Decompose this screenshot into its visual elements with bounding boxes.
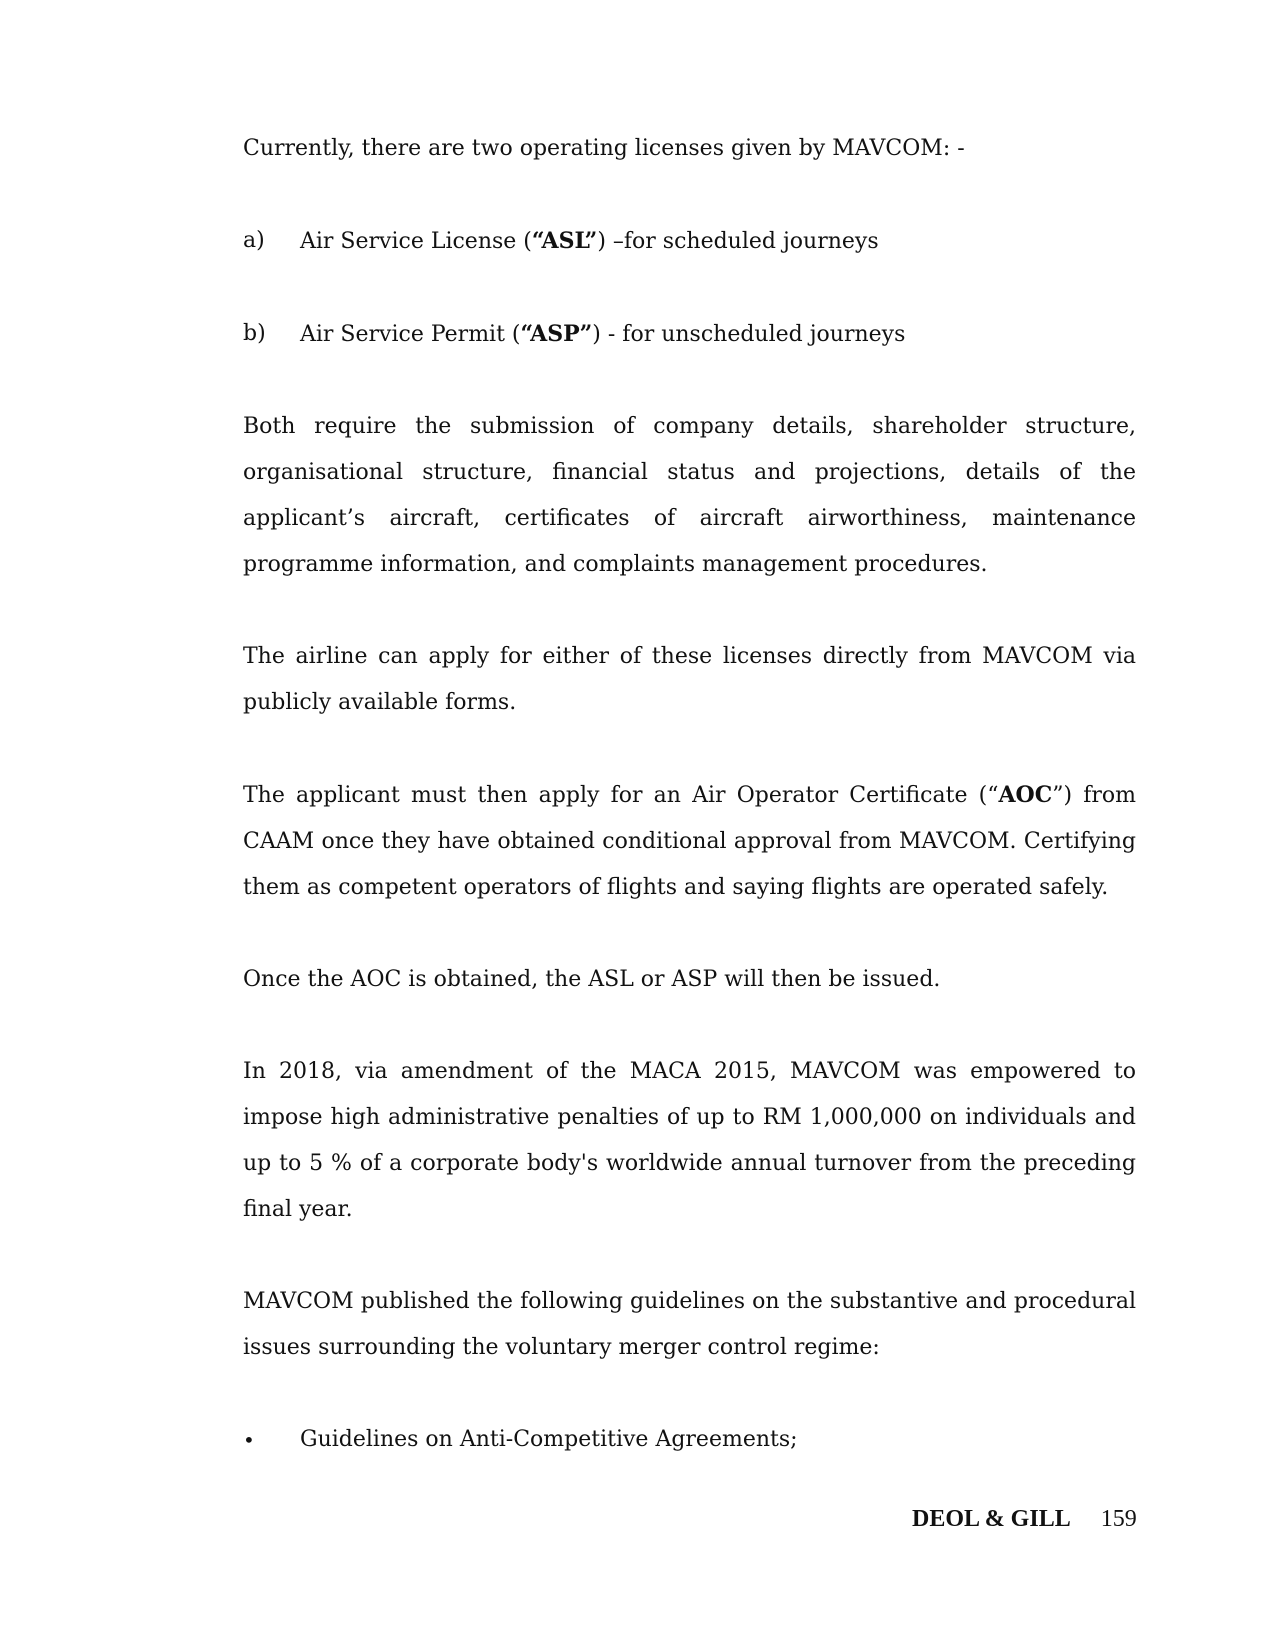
license-text-after: ) –for scheduled journeys <box>597 229 879 254</box>
list-marker: a) <box>243 228 265 253</box>
aoc-paragraph <box>243 772 1136 911</box>
bullet-icon: • <box>243 1428 255 1452</box>
license-text-after: ) - for unscheduled journeys <box>592 322 906 347</box>
apply-paragraph: The airline can apply for either of these licenses directly from MAVCOM via publicly available forms. <box>243 644 1136 715</box>
license-text-before: Air Service Permit ( <box>300 322 521 347</box>
penalties-paragraph: In 2018, via amendment of the MACA 2015, MAVCOM was empowered to impose high administrative penalties of up to RM 1,000,000 on individuals and up to 5 % of a corporate body's worldwide annual turnover from the preceding final year. <box>243 1059 1136 1222</box>
license-item-asp <box>243 311 1136 358</box>
license-item-asl <box>243 218 1136 265</box>
license-abbreviation: “ASL” <box>531 228 598 254</box>
requirements-paragraph: Both require the submission of company details, shareholder structure, organisational structure, financial status and projections, details of the applicant’s aircraft, certificates of aircraft airworthiness, maintenance programme information, and complaints management procedures. <box>243 414 1136 577</box>
aoc-text-after: ”) from CAAM once they have obtained conditional approval from MAVCOM. Certifying them as competent operators of flights and saying flights are operated safely. <box>243 783 1136 900</box>
guideline-bullet-text: Guidelines on Anti-Competitive Agreements; <box>300 1427 798 1452</box>
license-abbreviation: “ASP” <box>520 321 593 347</box>
page-footer <box>912 1500 1137 1537</box>
intro-paragraph: Currently, there are two operating licenses given by MAVCOM: - <box>243 136 965 161</box>
aoc-abbreviation: AOC <box>998 782 1053 808</box>
issued-paragraph: Once the AOC is obtained, the ASL or ASP will then be issued. <box>243 967 941 992</box>
aoc-text-before: The applicant must then apply for an Air Operator Certificate (“ <box>243 783 999 808</box>
footer-brand: DEOL & GILL <box>912 1506 1071 1532</box>
page-number: 159 <box>1100 1506 1137 1532</box>
guideline-bullet-item <box>243 1417 1136 1463</box>
list-marker: b) <box>243 321 266 346</box>
page-body <box>243 126 1136 1463</box>
license-text-before: Air Service License ( <box>300 229 532 254</box>
guidelines-paragraph: MAVCOM published the following guidelines on the substantive and procedural issues surrounding the voluntary merger control regime: <box>243 1289 1136 1360</box>
